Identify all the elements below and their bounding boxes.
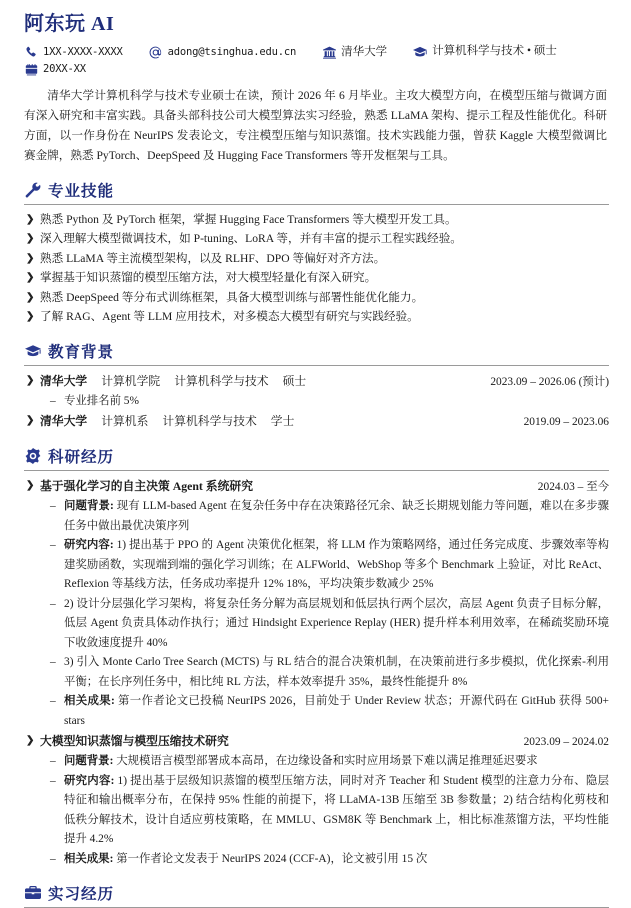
list-item <box>24 268 609 288</box>
section-skills <box>22 179 609 327</box>
education-degree: 学士 <box>270 414 295 428</box>
contact-date-value: 20XX-XX <box>43 62 86 75</box>
contact-degree-value: 计算机科学与技术 • 硕士 <box>432 45 557 57</box>
contact-email-value: adong@tsinghua.edu.cn <box>167 45 297 58</box>
chevron-icon: ❯ <box>26 374 35 386</box>
calendar-icon <box>24 62 38 76</box>
wrench-icon <box>24 181 41 198</box>
skill-text: 熟悉 DeepSpeed 等分布式训练框架，具备大模型训练与部署性能优化能力。 <box>40 290 424 304</box>
briefcase-icon <box>24 885 41 902</box>
research-point-text: 大规模语言模型部署成本高昂，在边缘设备和实时应用场景下难以满足推理延迟要求 <box>116 755 538 767</box>
education-college: 计算机系 <box>101 414 149 428</box>
research-point-text: 3) 引入 Monte Carlo Tree Search (MCTS) 与 RL 结合的混合决策机制，在决策前进行多步模拟，优化探索-利用平衡；在长序列任务中，相比纯 RL 方法，样本效率提升 35%，最终性能提升 8% <box>64 656 609 688</box>
research-point-sep: : <box>109 852 117 865</box>
research-point-text: 1) 提出基于层级知识蒸馏的模型压缩方法，同时对齐 Teacher 和 Student 模型的注意力分布、隐层特征和输出概率分布，在保持 95% 性能的前提下，将 LLaMA-13B 压缩至 3B 参数量；2) 结合结构化剪枝和低秩分解技术，设计自适应剪枝策略，在 MMLU、GSM8K 等 Benchmark 上，相比标准蒸馏方法，平均性能提升 4.2% <box>64 774 609 845</box>
chevron-icon: ❯ <box>26 311 35 322</box>
contact-info <box>24 43 609 78</box>
section-divider <box>24 204 609 205</box>
contact-degree <box>413 43 557 60</box>
research-date: 2024.03 – 至今 <box>537 481 609 493</box>
contact-date <box>24 61 609 78</box>
education-entry-header <box>24 411 609 432</box>
dash-icon: – <box>50 500 56 512</box>
research-point-label: 研究内容 <box>64 539 110 551</box>
research-point-sep: : <box>110 500 117 512</box>
research-date: 2023.09 – 2024.02 <box>523 736 609 748</box>
research-point <box>26 653 609 692</box>
research-point <box>26 536 609 595</box>
research-entry <box>24 476 609 731</box>
resume-header <box>22 12 609 78</box>
education-entry-header <box>24 371 609 392</box>
phone-icon <box>24 45 38 59</box>
section-research-header <box>24 445 609 467</box>
education-note <box>26 392 609 412</box>
dash-icon: – <box>50 394 56 407</box>
skill-text: 熟悉 Python 及 PyTorch 框架，掌握 Hugging Face Transformers 等大模型开发工具。 <box>40 212 457 226</box>
section-research-title: 科研经历 <box>48 449 115 466</box>
dash-icon: – <box>50 755 56 767</box>
education-major: 计算机科学与技术 <box>162 414 257 428</box>
research-title: 基于强化学习的自主决策 Agent 系统研究 <box>40 479 253 493</box>
research-entry <box>24 731 609 869</box>
education-entry <box>24 371 609 412</box>
section-divider <box>24 365 609 366</box>
research-point <box>26 850 609 870</box>
skill-text: 掌握基于知识蒸馏的模型压缩方法，对大模型轻量化有深入研究。 <box>40 271 377 284</box>
chevron-icon: ❯ <box>26 735 35 746</box>
dash-icon: – <box>50 539 56 551</box>
section-divider <box>24 470 609 471</box>
research-point-label: 问题背景 <box>64 755 110 767</box>
research-point <box>26 692 609 731</box>
chevron-icon: ❯ <box>26 213 35 225</box>
education-school: 清华大学 <box>40 414 88 428</box>
research-point-sep: : <box>110 774 118 787</box>
research-point-text: 1) 提出基于 PPO 的 Agent 决策优化框架，将 LLM 作为策略网络，通过任务完成度、步骤效率等构建奖励函数，实现端到端的强化学习训练；在 ALFWorld、WebShop 等多个 Benchmark 上验证，对比 ReAct、Reflexion 等基线方法，任务成功率提升 12% 18%，平均决策步数减少 25% <box>64 539 609 590</box>
dash-icon: – <box>50 774 56 787</box>
education-date: 2023.09 – 2026.06 (预计) <box>490 375 609 388</box>
chevron-icon: ❯ <box>26 252 35 264</box>
research-point-text: 第一作者论文已投稿 NeurIPS 2026，目前处于 Under Review 状态；开源代码在 GitHub 获得 500+ stars <box>64 695 609 727</box>
research-point-label: 相关成果 <box>64 852 110 865</box>
education-college: 计算机学院 <box>101 373 161 388</box>
contact-university <box>322 44 387 61</box>
list-item <box>24 210 609 230</box>
summary-paragraph: 清华大学计算机科学与技术专业硕士在读，预计 2026 年 6 月毕业。主攻大模型方向，在模型压缩与微调方面有深入研究和丰富实践。具备头部科技公司大模型算法实习经验，熟悉 LLaMA 架构、提示工程及性能优化。科研方面，以一作身份在 NeurIPS 发表论文，专注模型压缩与知识蒸馏。技术实践能力强，曾获 Kaggle 大模型微调比赛金牌，熟悉 PyTorch、DeepSpeed 及 Hugging Face Transformers 等开发框架与工具。 <box>24 88 607 162</box>
education-major: 计算机科学与技术 <box>174 373 269 388</box>
university-icon <box>322 45 336 59</box>
chevron-icon: ❯ <box>26 272 35 283</box>
chevron-icon: ❯ <box>26 415 35 426</box>
research-point-sep: : <box>109 539 117 551</box>
section-education-header <box>24 340 609 362</box>
dash-icon: – <box>50 656 56 668</box>
research-entry-header <box>24 731 609 752</box>
education-school: 清华大学 <box>40 373 88 388</box>
skill-text: 熟悉 LLaMA 等主流模型架构，以及 RLHF、DPO 等偏好对齐方法。 <box>40 251 386 265</box>
research-entry-header <box>24 476 609 497</box>
skills-list <box>22 210 609 327</box>
contact-university-value: 清华大学 <box>341 45 388 58</box>
section-skills-title: 专业技能 <box>48 182 115 200</box>
page-title: 阿东玩 AI <box>24 13 115 35</box>
list-item <box>24 229 609 249</box>
chevron-icon: ❯ <box>26 233 35 244</box>
atom-icon <box>24 448 41 465</box>
research-point <box>26 772 609 850</box>
list-item <box>24 249 609 269</box>
section-research <box>22 445 609 869</box>
research-title: 大模型知识蒸馏与模型压缩技术研究 <box>40 734 229 748</box>
section-education-title: 教育背景 <box>48 343 115 361</box>
contact-email <box>149 44 297 61</box>
skill-text: 了解 RAG、Agent 等 LLM 应用技术，对多模态大模型有研究与实践经验。 <box>40 310 419 323</box>
research-point-sep: : <box>109 755 117 767</box>
chevron-icon: ❯ <box>26 480 35 491</box>
chevron-icon: ❯ <box>26 291 35 303</box>
education-entry <box>24 411 609 432</box>
graduation-cap-icon <box>24 342 41 359</box>
graduation-cap-icon <box>413 45 427 59</box>
research-point-label: 问题背景 <box>64 500 110 512</box>
education-date: 2019.09 – 2023.06 <box>523 416 609 428</box>
section-education <box>22 340 609 433</box>
list-item <box>24 288 609 308</box>
dash-icon: – <box>50 852 56 865</box>
contact-phone-value: 1XX-XXXX-XXXX <box>43 45 123 58</box>
education-degree: 硕士 <box>282 373 307 388</box>
dash-icon: – <box>50 695 56 707</box>
research-point-text: 2) 设计分层强化学习架构，将复杂任务分解为高层规划和低层执行两个层次，高层 Agent 负责子目标分解，低层 Agent 负责具体动作执行；通过 Hindsight Experience Replay (HER) 提升样本利用效率，在稀疏奖励环境下收敛速度提升 40% <box>64 597 609 649</box>
research-point <box>26 752 609 772</box>
section-internship-header <box>24 882 609 904</box>
skill-text: 深入理解大模型微调技术，如 P-tuning、LoRA 等，并有丰富的提示工程实践经验。 <box>40 232 462 245</box>
section-internship-title: 实习经历 <box>48 886 115 903</box>
research-point-sep: : <box>111 695 118 707</box>
education-note-text: 专业排名前 5% <box>64 394 139 407</box>
research-point <box>26 497 609 536</box>
dash-icon: – <box>50 597 56 610</box>
research-point-text: 现有 LLM-based Agent 在复杂任务中存在决策路径冗余、缺乏长期规划能力等问题，难以在多步骤任务中做出最优决策序列 <box>64 500 609 532</box>
section-skills-header <box>24 179 609 201</box>
section-internship <box>22 882 609 908</box>
email-icon <box>149 45 163 59</box>
research-point-label: 相关成果 <box>64 695 111 707</box>
list-item <box>24 307 609 327</box>
research-point-label: 研究内容 <box>64 774 111 787</box>
research-point-text: 第一作者论文发表于 NeurIPS 2024 (CCF-A)，论文被引用 15 次 <box>116 852 428 865</box>
contact-phone <box>24 44 123 61</box>
research-point <box>26 595 609 654</box>
